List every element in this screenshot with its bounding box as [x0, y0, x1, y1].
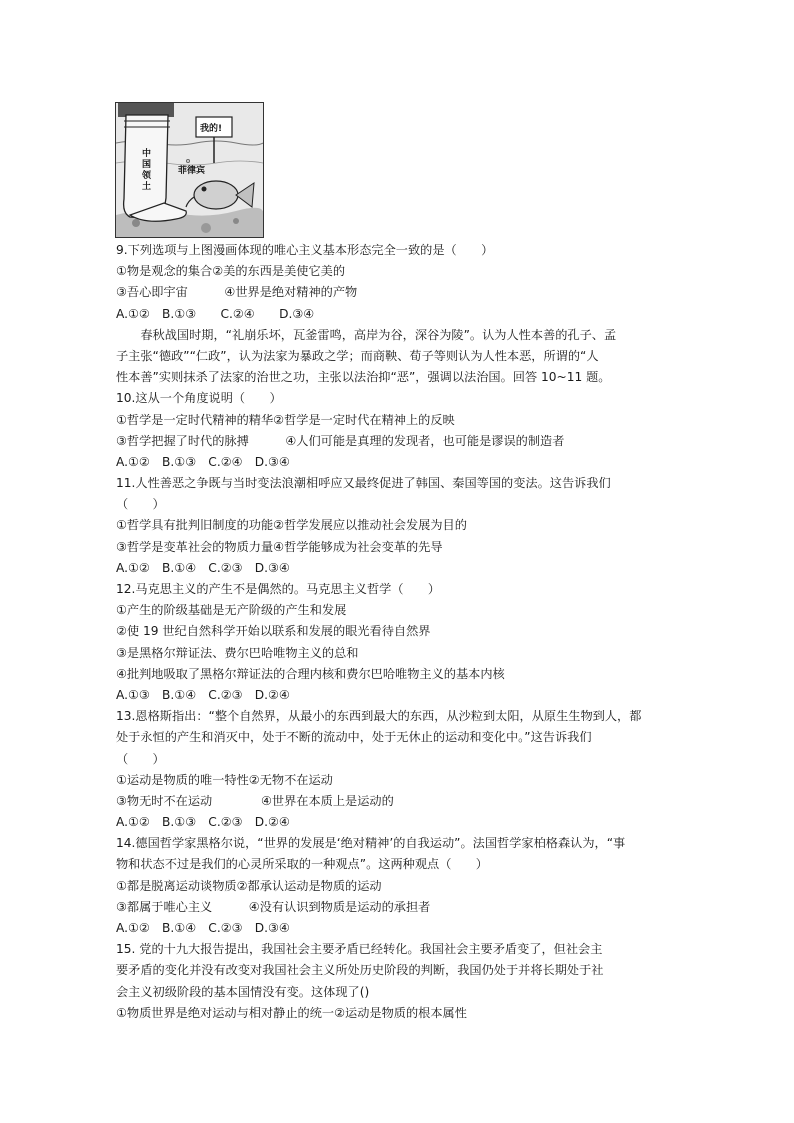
- material-paragraph-line-3: 性本善”实则抹杀了法家的治世之功，主张以法治抑“恶”，强调以法治国。回答 10~11 题。: [116, 370, 611, 385]
- cartoon-image: [115, 102, 264, 238]
- question-10-stem: 10.这从一个角度说明（ ）: [116, 391, 282, 406]
- question-11-answers: A.①② B.①④ C.②③ D.③④: [116, 560, 290, 575]
- cartoon-label-philippines: 菲律宾: [178, 166, 206, 176]
- question-15-stem-cont-2: 会主义初级阶段的基本国情没有变。这体现了(): [116, 984, 370, 999]
- question-14-options-1: ①都是脱离运动谈物质②都承认运动是物质的运动: [116, 878, 382, 893]
- question-14-answers: A.①② B.①④ C.②③ D.③④: [116, 921, 290, 935]
- question-13-answers: A.①② B.①③ C.②③ D.②④: [116, 815, 290, 830]
- question-14-stem-cont: 物和状态不过是我们的心灵所采取的一种观点”。这两种观点（ ）: [116, 857, 488, 872]
- question-15-stem: 15. 党的十九大报告提出，我国社会主要矛盾已经转化。我国社会主要矛盾变了，但社会主: [116, 942, 603, 957]
- question-11-stem: 11.人性善恶之争既与当时变法浪潮相呼应又最终促进了韩国、秦国等国的变法。这告诉我们: [116, 476, 611, 491]
- question-12-option-1: ①产生的阶级基础是无产阶级的产生和发展: [116, 603, 347, 618]
- question-13-stem-cont: 处于永恒的产生和消灭中，处于不断的流动中，处于无休止的运动和变化中。”这告诉我们: [116, 730, 592, 745]
- question-10-options-1: ①哲学是一定时代精神的精华②哲学是一定时代在精神上的反映: [116, 412, 455, 427]
- question-14-options-2: ③都属于唯心主义 ④没有认识到物质是运动的承担者: [116, 899, 431, 914]
- question-11-options-1: ①哲学具有批判旧制度的功能②哲学发展应以推动社会发展为目的: [116, 518, 467, 533]
- question-11-options-2: ③哲学是变革社会的物质力量④哲学能够成为社会变革的先导: [116, 539, 443, 554]
- material-paragraph-line-2: 子主张“德政”“仁政”，认为法家为暴政之学；而商鞅、荀子等则认为人性本恶，所谓的“人: [116, 348, 599, 363]
- question-12-option-3: ③是黑格尔辩证法、费尔巴哈唯物主义的总和: [116, 645, 359, 660]
- question-13-options-2: ③物无时不在运动 ④世界在本质上是运动的: [116, 793, 394, 808]
- question-15-options-1: ①物质世界是绝对运动与相对静止的统一②运动是物质的根本属性: [116, 1005, 467, 1020]
- question-12-stem: 12.马克思主义的产生不是偶然的。马克思主义哲学（ ）: [116, 582, 441, 596]
- question-12-answers: A.①③ B.①④ C.②③ D.②④: [116, 687, 290, 702]
- question-9-answers: A.①② B.①③ C.②④ D.③④: [116, 306, 315, 321]
- question-10-answers: A.①② B.①③ C.②④ D.③④: [116, 454, 290, 469]
- question-14-stem: 14.德国哲学家黑格尔说，“世界的发展是‘绝对精神’的自我运动”。法国哲学家柏格森认为，“事: [116, 836, 626, 851]
- cartoon-sign-text: 我的!: [200, 124, 223, 134]
- question-9-stem: 9.下列选项与上图漫画体现的唯心主义基本形态完全一致的是（ ）: [116, 243, 494, 257]
- cartoon-label-territory: 中国领土: [142, 149, 152, 192]
- question-12-option-4: ④批判地吸取了黑格尔辩证法的合理内核和费尔巴哈唯物主义的基本内核: [116, 666, 505, 681]
- question-13-options-1: ①运动是物质的唯一特性②无物不在运动: [116, 772, 333, 787]
- question-9-options-1: ①物是观念的集合②美的东西是美使它美的: [116, 264, 346, 279]
- question-9-options-2: ③吾心即宇宙 ④世界是绝对精神的产物: [116, 285, 358, 300]
- question-12-option-2: ②使 19 世纪自然科学开始以联系和发展的眼光看待自然界: [116, 624, 431, 639]
- question-11-stem-cont: （ ）: [116, 497, 165, 512]
- material-paragraph-line-1: 春秋战国时期，“礼崩乐坏，瓦釜雷鸣，高岸为谷，深谷为陵”。认为人性本善的孔子、孟: [116, 327, 617, 342]
- questions-text: [116, 240, 686, 1024]
- question-13-stem: 13.恩格斯指出：“整个自然界，从最小的东西到最大的东西，从沙粒到太阳，从原生生物到人，都: [116, 709, 642, 724]
- question-15-stem-cont: 要矛盾的变化并没有改变对我国社会主义所处历史阶段的判断，我国仍处于并将长期处于社: [116, 963, 604, 978]
- question-10-options-2: ③哲学把握了时代的脉搏 ④人们可能是真理的发现者，也可能是谬误的制造者: [116, 433, 565, 448]
- question-13-stem-cont-2: （ ）: [116, 751, 165, 766]
